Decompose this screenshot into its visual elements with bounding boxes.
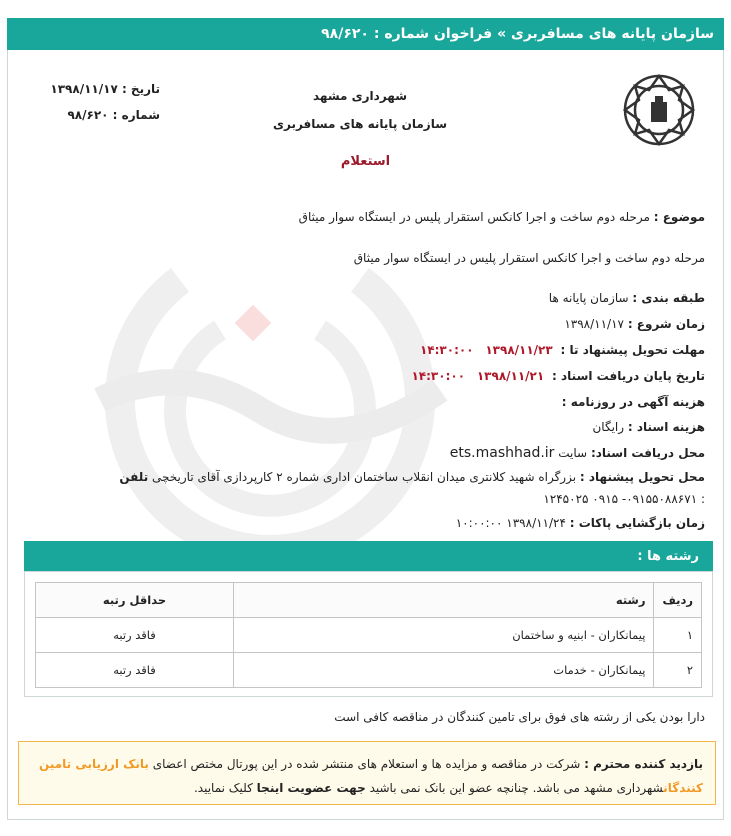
category-line [549,291,705,305]
notice-text-3: کلیک نمایید. [193,781,253,795]
fields-table [35,582,702,688]
doc-place-prefix: سایت [558,446,588,460]
subject-line [299,210,705,224]
meta-block [30,76,160,128]
fields-section-header [24,541,713,571]
delivery-place-value: بزرگراه شهید کلانتری میدان انقلاب ساختمان اداری شماره ۲ کارپردازی آقای تاریخچی [152,470,577,484]
notice-text-2: شهرداری مشهد می باشد. چنانچه عضو این بانک نمی باشید [369,781,664,795]
fields-note: دارا بودن یکی از رشته های فوق برای تامین کنندگان در مناقصه کافی است [334,710,705,724]
mashhad-municipality-logo [621,72,697,148]
proposal-deadline-date: ۱۳۹۸/۱۱/۲۳ [485,343,553,357]
documents-deadline-time: ۱۴:۳۰:۰۰ [411,369,466,383]
description-line: مرحله دوم ساخت و اجرا کانکس استقرار پلیس در ایستگاه سوار میثاق [353,251,705,265]
table-row [36,653,702,688]
membership-notice [18,741,716,805]
doc-cost-value: رایگان [592,420,625,434]
page-header [7,18,724,50]
page-title: استعلام [340,154,391,169]
documents-deadline-date: ۱۳۹۸/۱۱/۲۱ [476,369,545,383]
opening-label: زمان بازگشایی پاکات : [569,516,705,530]
proposal-deadline-label: مهلت تحویل پیشنهاد تا : [560,343,705,357]
opening-time: ۱۰:۰۰:۰۰ [455,516,503,530]
delivery-place-line [119,470,705,484]
notice-text-1: شرکت در مناقصه و مزایده ها و استعلام های منتشر شده در این پورتال مختص اعضای [152,757,581,771]
table-header-row [36,583,702,618]
organization-block [250,82,470,138]
header-min-rank: حداقل رتبه [36,583,234,618]
proposal-deadline-time: ۱۴:۳۰:۰۰ [419,343,474,357]
start-value: ۱۳۹۸/۱۱/۱۷ [564,317,624,331]
row-field: پیمانکاران - خدمات [234,653,654,688]
fields-section-title: رشته ها : [637,548,699,564]
org-terminals: سازمان پایانه های مسافربری [273,117,447,131]
subject-value: مرحله دوم ساخت و اجرا کانکس استقرار پلیس در ایستگاه سوار میثاق [298,210,650,224]
category-value: سازمان پایانه ها [548,291,629,305]
row-field: پیمانکاران - ابنیه و ساختمان [234,618,654,653]
notice-signup-link[interactable]: جهت عضویت اینجا [256,781,366,795]
start-label: زمان شروع : [627,317,705,331]
notice-lead: بازدید کننده محترم : [584,757,703,771]
notice-bank-link[interactable]: بانک ارزیابی تامین کنندگان [39,757,703,795]
opening-line [456,516,705,530]
start-line [564,317,705,331]
delivery-phones-line: : ۰۹۱۵۵۰۸۸۶۷۱- ۰۹۱۵ ۱۲۴۵۰۲۵ [543,492,705,506]
row-min-rank: فاقد رتبه [36,653,234,688]
doc-place-line [450,445,705,461]
documents-deadline-line [407,369,705,383]
category-label: طبقه بندی : [632,291,705,305]
delivery-phone-label: تلفن [119,470,149,484]
delivery-place-label: محل تحویل پیشنهاد : [579,470,705,484]
doc-place-url[interactable]: ets.mashhad.ir [449,445,555,461]
row-number: ۲ [654,653,702,688]
header-row-number: ردیف [654,583,702,618]
proposal-deadline-line [416,343,705,357]
documents-deadline-label: تاریخ پایان دریافت اسناد : [552,369,705,383]
meta-number: شماره : ۹۸/۶۲۰ [67,108,160,122]
ad-cost-line [562,395,705,409]
doc-cost-label: هزینه اسناد : [627,420,705,434]
header-field: رشته [234,583,654,618]
opening-date: ۱۳۹۸/۱۱/۲۴ [506,516,566,530]
doc-place-label: محل دریافت اسناد: [590,446,705,460]
header-title: سازمان پایانه های مسافربری » فراخوان شماره : ۹۸/۶۲۰ [321,26,714,42]
org-municipality: شهرداری مشهد [312,89,408,103]
ad-cost-label: هزینه آگهی در روزنامه : [561,395,705,409]
table-row [36,618,702,653]
fields-table-box [24,571,713,697]
subject-label: موضوع : [653,210,705,224]
row-number: ۱ [654,618,702,653]
doc-cost-line [592,420,705,434]
row-min-rank: فاقد رتبه [36,618,234,653]
meta-date: تاریخ : ۱۳۹۸/۱۱/۱۷ [50,82,160,96]
